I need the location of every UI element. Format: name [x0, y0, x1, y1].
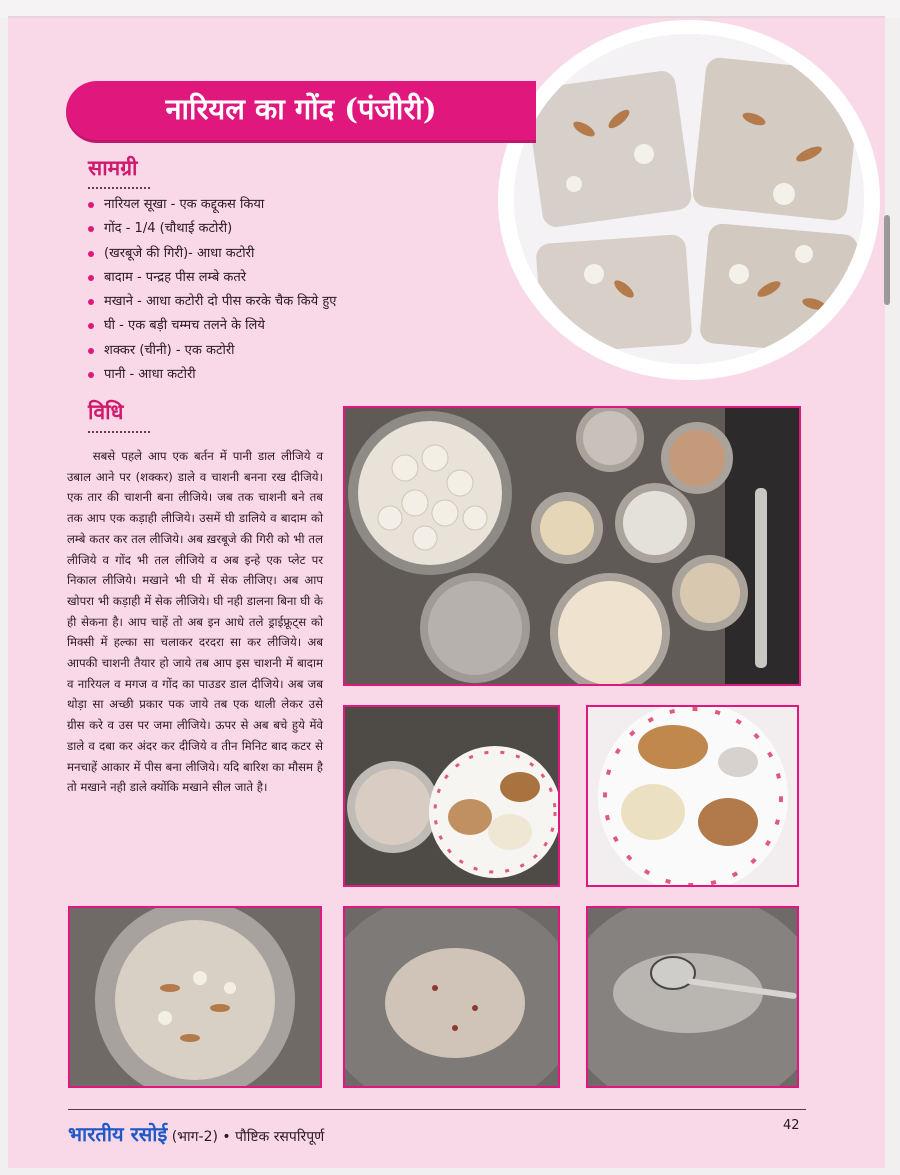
- hero-image-coconut-panjiri: [514, 34, 864, 364]
- recipe-title-banner: [66, 81, 536, 143]
- photo-syrup-in-kadhai: [586, 906, 799, 1088]
- photo-fried-ingredients-plate: [343, 705, 560, 887]
- list-item: शक्कर (चीनी) - एक कटोरी: [88, 339, 336, 363]
- method-heading: विधि: [88, 399, 124, 424]
- footer-tagline: पौष्टिक रसपरिपूर्ण: [235, 1129, 325, 1145]
- list-item: घी - एक बड़ी चम्मच तलने के लिये: [88, 314, 336, 338]
- list-item: गोंद - 1/4 (चौथाई कटोरी): [88, 217, 336, 241]
- footer-bullet: •: [222, 1129, 231, 1145]
- photo-ingredients-spread: [343, 406, 801, 686]
- method-paragraph: सबसे पहले आप एक बर्तन में पानी डाल लीजिये व उबाल आने पर (शक्कर) डाले व चाशनी बनना रख दीजिये। एक तार की चाशनी बना लीजिये। जब तक चाशनी बने तब तक आप एक कड़ाही लीजिये। उसमें घी डालिये व बादाम को लम्बे कतर कर तल लीजिये। अब ख़रबूजे की गिरी को भी तल लीजिये व गोंद भी तल लीजिये व अब इन्हे एक प्लेट पर निकाल लीजिये। मखाने भी घी में सेक लीजिए। अब आप खोपरा भी कड़ाही में सेक लीजिये। घी नही डालना बिना घी के ही सेकना है। आप चाहें तो अब इन आधे तले ड्राईफ्रूट्स को मिक्सी में हल्का सा चलाकर दरदरा सा कर लीजिये। अब आपकी चाशनी तैयार हो जाये तब आप इस चाशनी में बादाम व नारियल व मगज व गोंद का पाउडर डाल दीजिये। अब जब थोड़ा सा अच्छी प्रकार पक जाये तब एक थाली लेकर उसे ग्रीस करे व उस पर जमा लीजिये। ऊपर से अब बचे हुये मेंवे डाले व दबा कर अंदर कर दीजिये व तीन मिनिट बाद कटर से मनचाहें आकार में पीस बना लीजिये। यदि बारिश का मौसम है तो मखाने नही डाले क्योंकि मखाने सील जाते है।: [67, 449, 323, 795]
- ingredients-list: [88, 193, 336, 387]
- photo-dryfruits-plate: [586, 705, 799, 887]
- viewer-top-strip: [0, 0, 900, 18]
- magazine-page: [8, 18, 885, 1168]
- photo-mixed-in-bowl: [68, 906, 322, 1088]
- photo-cooking-in-kadhai: [343, 906, 560, 1088]
- page-number: 42: [783, 1118, 800, 1133]
- list-item: (खरबूजे की गिरी)- आधा कटोरी: [88, 242, 336, 266]
- list-item: पानी - आधा कटोरी: [88, 363, 336, 387]
- list-item: बादाम - पन्द्रह पीस लम्बे कतरे: [88, 266, 336, 290]
- list-item: मखाने - आधा कटोरी दो पीस करके चैक किये हुए: [88, 290, 336, 314]
- footer-divider: [68, 1109, 806, 1110]
- recipe-title: नारियल का गोंद (पंजीरी): [165, 92, 437, 126]
- footer-credit: [68, 1120, 324, 1147]
- list-item: नारियल सूखा - एक कद्दूकस किया: [88, 193, 336, 217]
- scrollbar-thumb[interactable]: [884, 215, 890, 305]
- ingredients-heading: सामग्री: [88, 155, 138, 180]
- footer-volume: (भाग-2): [171, 1129, 218, 1145]
- footer-brand: भारतीय रसोई: [68, 1122, 168, 1146]
